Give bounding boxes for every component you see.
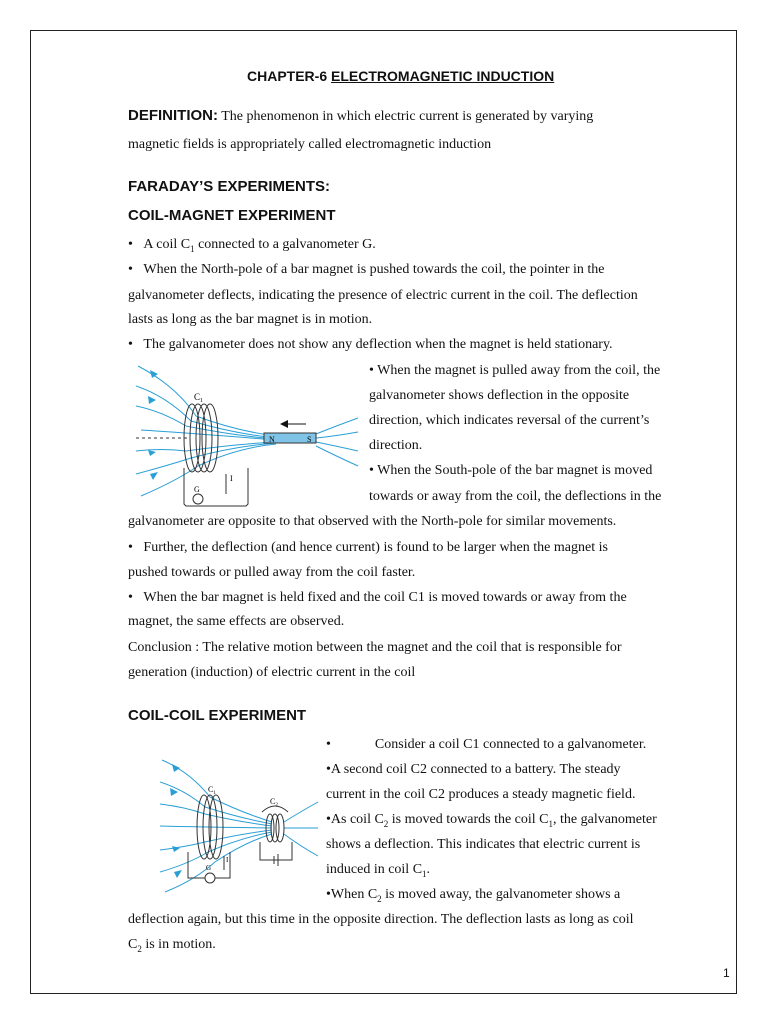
coil-magnet-heading: COIL-MAGNET EXPERIMENT bbox=[128, 207, 336, 224]
cm-bullet-6-line2: pushed towards or pulled away from the coil faster. bbox=[128, 565, 416, 580]
page-title: CHAPTER-6 ELECTROMAGNETIC INDUCTION bbox=[247, 68, 555, 84]
page-number: 1 bbox=[723, 966, 730, 980]
cm-bullet-5-line3: galvanometer are opposite to that observed with the North-pole for similar movements. bbox=[128, 514, 617, 529]
svg-text:N: N bbox=[269, 435, 275, 444]
field-arrows bbox=[148, 370, 158, 480]
cc-c1-label: $C_1$ bbox=[208, 785, 216, 796]
cc-bullet-2-line2: current in the coil C2 produces a steady magnetic field. bbox=[326, 787, 636, 802]
cm-bullet-7-line1: • When the bar magnet is held fixed and the coil C1 is moved towards or away from the bbox=[128, 590, 627, 605]
svg-text:S: S bbox=[307, 435, 312, 444]
cm-bullet-6-line1: • Further, the deflection (and hence current) is found to be larger when the magnet is bbox=[128, 540, 608, 555]
coil-c2-small bbox=[262, 806, 288, 842]
cm-bullet-5-line2: towards or away from the coil, the deflections in the bbox=[369, 489, 662, 504]
cc-bullet-4-line2: deflection again, but this time in the opposite direction. The deflection lasts as long as coil bbox=[128, 912, 634, 927]
cc-bullet-2-line1: •A second coil C2 connected to a battery. The steady bbox=[326, 762, 621, 777]
cc-bullet-3-line3: induced in coil $C_1$. bbox=[326, 862, 431, 879]
cm-bullet-5-line1: • When the South-pole of the bar magnet is moved bbox=[369, 463, 653, 478]
cm-bullet-3: • The galvanometer does not show any deflection when the magnet is held stationary. bbox=[128, 337, 613, 352]
bar-magnet bbox=[264, 433, 316, 444]
coil-label: $C_1$ bbox=[194, 392, 204, 404]
faraday-heading: FARADAY’S EXPERIMENTS: bbox=[128, 178, 330, 195]
cm-bullet-4-line1: • When the magnet is pulled away from the coil, the bbox=[369, 363, 661, 378]
cc-bullet-4-line1: •When $C_2$ is moved away, the galvanometer shows a bbox=[326, 887, 621, 904]
coil-c1 bbox=[184, 404, 218, 472]
cm-bullet-2-line2: galvanometer deflects, indicating the presence of electric current in the coil. The deflection bbox=[128, 288, 638, 303]
galvanometer-label: G bbox=[194, 485, 200, 494]
definition-line1: DEFINITION: The phenomenon in which electric current is generated by varying bbox=[128, 107, 594, 124]
coil-coil-heading: COIL-COIL EXPERIMENT bbox=[128, 707, 307, 724]
cm-bullet-4-line2: galvanometer shows deflection in the opposite bbox=[369, 388, 630, 403]
cc-field-arrows bbox=[170, 764, 182, 878]
cm-bullet-2-line3: lasts as long as the bar magnet is in motion. bbox=[128, 312, 373, 327]
cc-galvanometer-label: G bbox=[206, 864, 212, 872]
conclusion-line2: generation (induction) of electric current in the coil bbox=[128, 665, 416, 680]
cc-c2-label: $C_2$ bbox=[270, 797, 278, 808]
conclusion-line1: Conclusion : The relative motion between the magnet and the coil that is responsible for bbox=[128, 640, 622, 655]
field-lines bbox=[136, 366, 358, 496]
motion-arrow bbox=[280, 420, 306, 428]
cc-current-label: I bbox=[226, 856, 229, 864]
coil-magnet-figure bbox=[136, 356, 360, 508]
cc-bullet-3-line2: shows a deflection. This indicates that electric current is bbox=[326, 837, 641, 852]
cc-bullet-3-line1: •As coil $C_2$ is moved towards the coil $C_1$, the galvanometer bbox=[326, 812, 657, 829]
cc-bullet-4-line3: $C_2$ is in motion. bbox=[128, 937, 216, 954]
cc-field-lines bbox=[160, 760, 318, 892]
cm-bullet-4-line3: direction, which indicates reversal of the current’s bbox=[369, 413, 650, 428]
cm-bullet-7-line2: magnet, the same effects are observed. bbox=[128, 614, 345, 629]
coil-coil-figure bbox=[160, 752, 320, 900]
current-label: I bbox=[230, 474, 233, 483]
cc-circuits bbox=[188, 842, 292, 883]
cm-bullet-1: • A coil $C_1$ connected to a galvanometer G. bbox=[128, 237, 376, 254]
definition-line2: magnetic fields is appropriately called electromagnetic induction bbox=[128, 137, 492, 152]
cm-bullet-2-line1: • When the North-pole of a bar magnet is pushed towards the coil, the pointer in the bbox=[128, 262, 605, 277]
cc-bullet-1: • Consider a coil C1 connected to a galvanometer. bbox=[326, 737, 647, 752]
cm-bullet-4-line4: direction. bbox=[369, 438, 423, 453]
